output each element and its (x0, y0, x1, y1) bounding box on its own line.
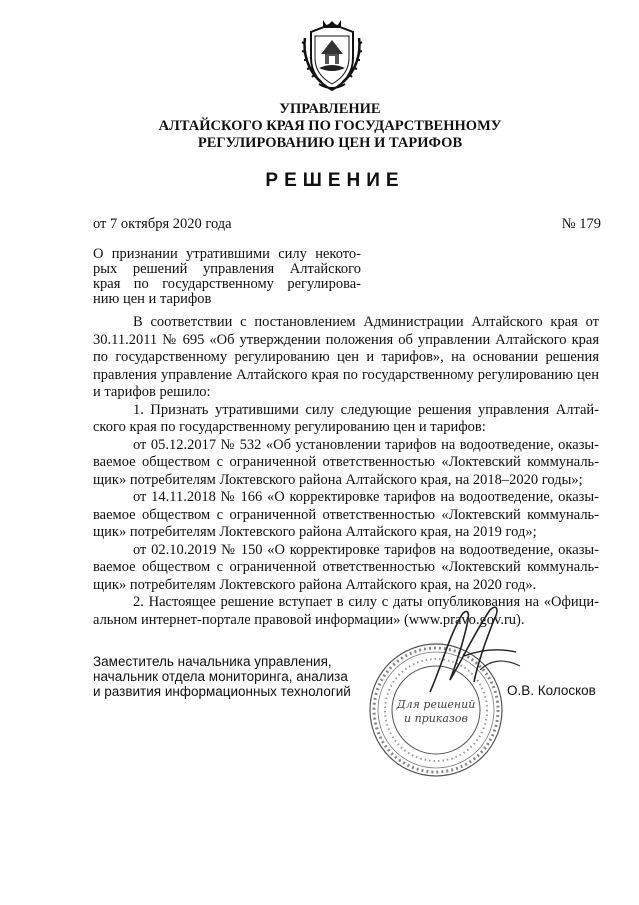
document-title: РЕШЕНИЕ (265, 170, 405, 191)
stamp-center-line: и приказов (404, 712, 468, 725)
body-line: по государственному регулированию цен и тарифов», на основании решения (93, 349, 599, 365)
subject-line: О признании утратившими силу некото- (93, 246, 361, 262)
organization-header (130, 101, 530, 152)
body-line: щик» потребителям Локтевского района Алтайского края, на 2019 год»; (93, 524, 537, 540)
signer-position-line: и развития информационных технологий (93, 684, 351, 699)
organization-line: РЕГУЛИРОВАНИЮ ЦЕН И ТАРИФОВ (197, 135, 463, 151)
document-subject (93, 247, 361, 307)
stamp-center-line: Для решений (396, 698, 476, 711)
body-line: альном интернет-портале правовой информации» (www.pravo.gov.ru). (93, 611, 525, 628)
body-line: ваемое обществом с ограниченной ответственностью «Локтевский коммуналь- (93, 559, 599, 575)
document-body (93, 314, 599, 629)
body-line: ваемое обществом с ограниченной ответственностью «Локтевский коммуналь- (93, 454, 599, 470)
body-line: 2. Настоящее решение вступает в силу с даты опубликования на «Офици- (133, 594, 599, 610)
altai-krai-coat-of-arms-icon (301, 18, 363, 92)
body-line: и тарифов решило: (93, 384, 211, 400)
subject-line: рых решений управления Алтайского (93, 261, 361, 277)
body-line: от 05.12.2017 № 532 «Об установлении тарифов на водоотведение, оказы- (133, 436, 599, 453)
body-line: от 02.10.2019 № 150 «О корректировке тарифов на водоотведение, оказы- (133, 541, 599, 558)
signer-position-line: начальник отдела мониторинга, анализа (93, 669, 348, 684)
document-number: № 179 (561, 216, 601, 232)
organization-line: АЛТАЙСКОГО КРАЯ ПО ГОСУДАРСТВЕННОМУ (158, 118, 502, 134)
body-line: В соответствии с постановлением Администрации Алтайского края от (133, 314, 599, 330)
body-line: 30.11.2011 № 695 «Об утверждении положения об управлении Алтайского края (93, 331, 599, 348)
body-line: щик» потребителям Локтевского района Алтайского края, на 2020 год». (93, 576, 537, 593)
subject-line: края по государственному регулирова- (93, 276, 361, 292)
body-line: ваемое обществом с ограниченной ответственностью «Локтевский коммуналь- (93, 506, 599, 523)
body-line: щик» потребителям Локтевского района Алтайского края, на 2018–2020 годы»; (93, 471, 583, 488)
signer-name: О.В. Колосков (507, 683, 596, 698)
body-line: 1. Признать утратившими силу следующие решения управления Алтай- (133, 401, 599, 418)
body-line: от 14.11.2018 № 166 «О корректировке тарифов на водоотведение, оказы- (133, 489, 599, 505)
body-line: правления управление Алтайского края по государственному регулированию цен (93, 366, 599, 383)
signer-position (93, 654, 351, 699)
signer-position-line: Заместитель начальника управления, (93, 654, 332, 669)
organization-line: УПРАВЛЕНИЕ (279, 101, 381, 117)
body-line: ского края по государственному регулированию цен и тарифов: (93, 419, 486, 435)
document-date: от 7 октября 2020 года (93, 216, 232, 232)
subject-line: нию цен и тарифов (93, 291, 212, 307)
